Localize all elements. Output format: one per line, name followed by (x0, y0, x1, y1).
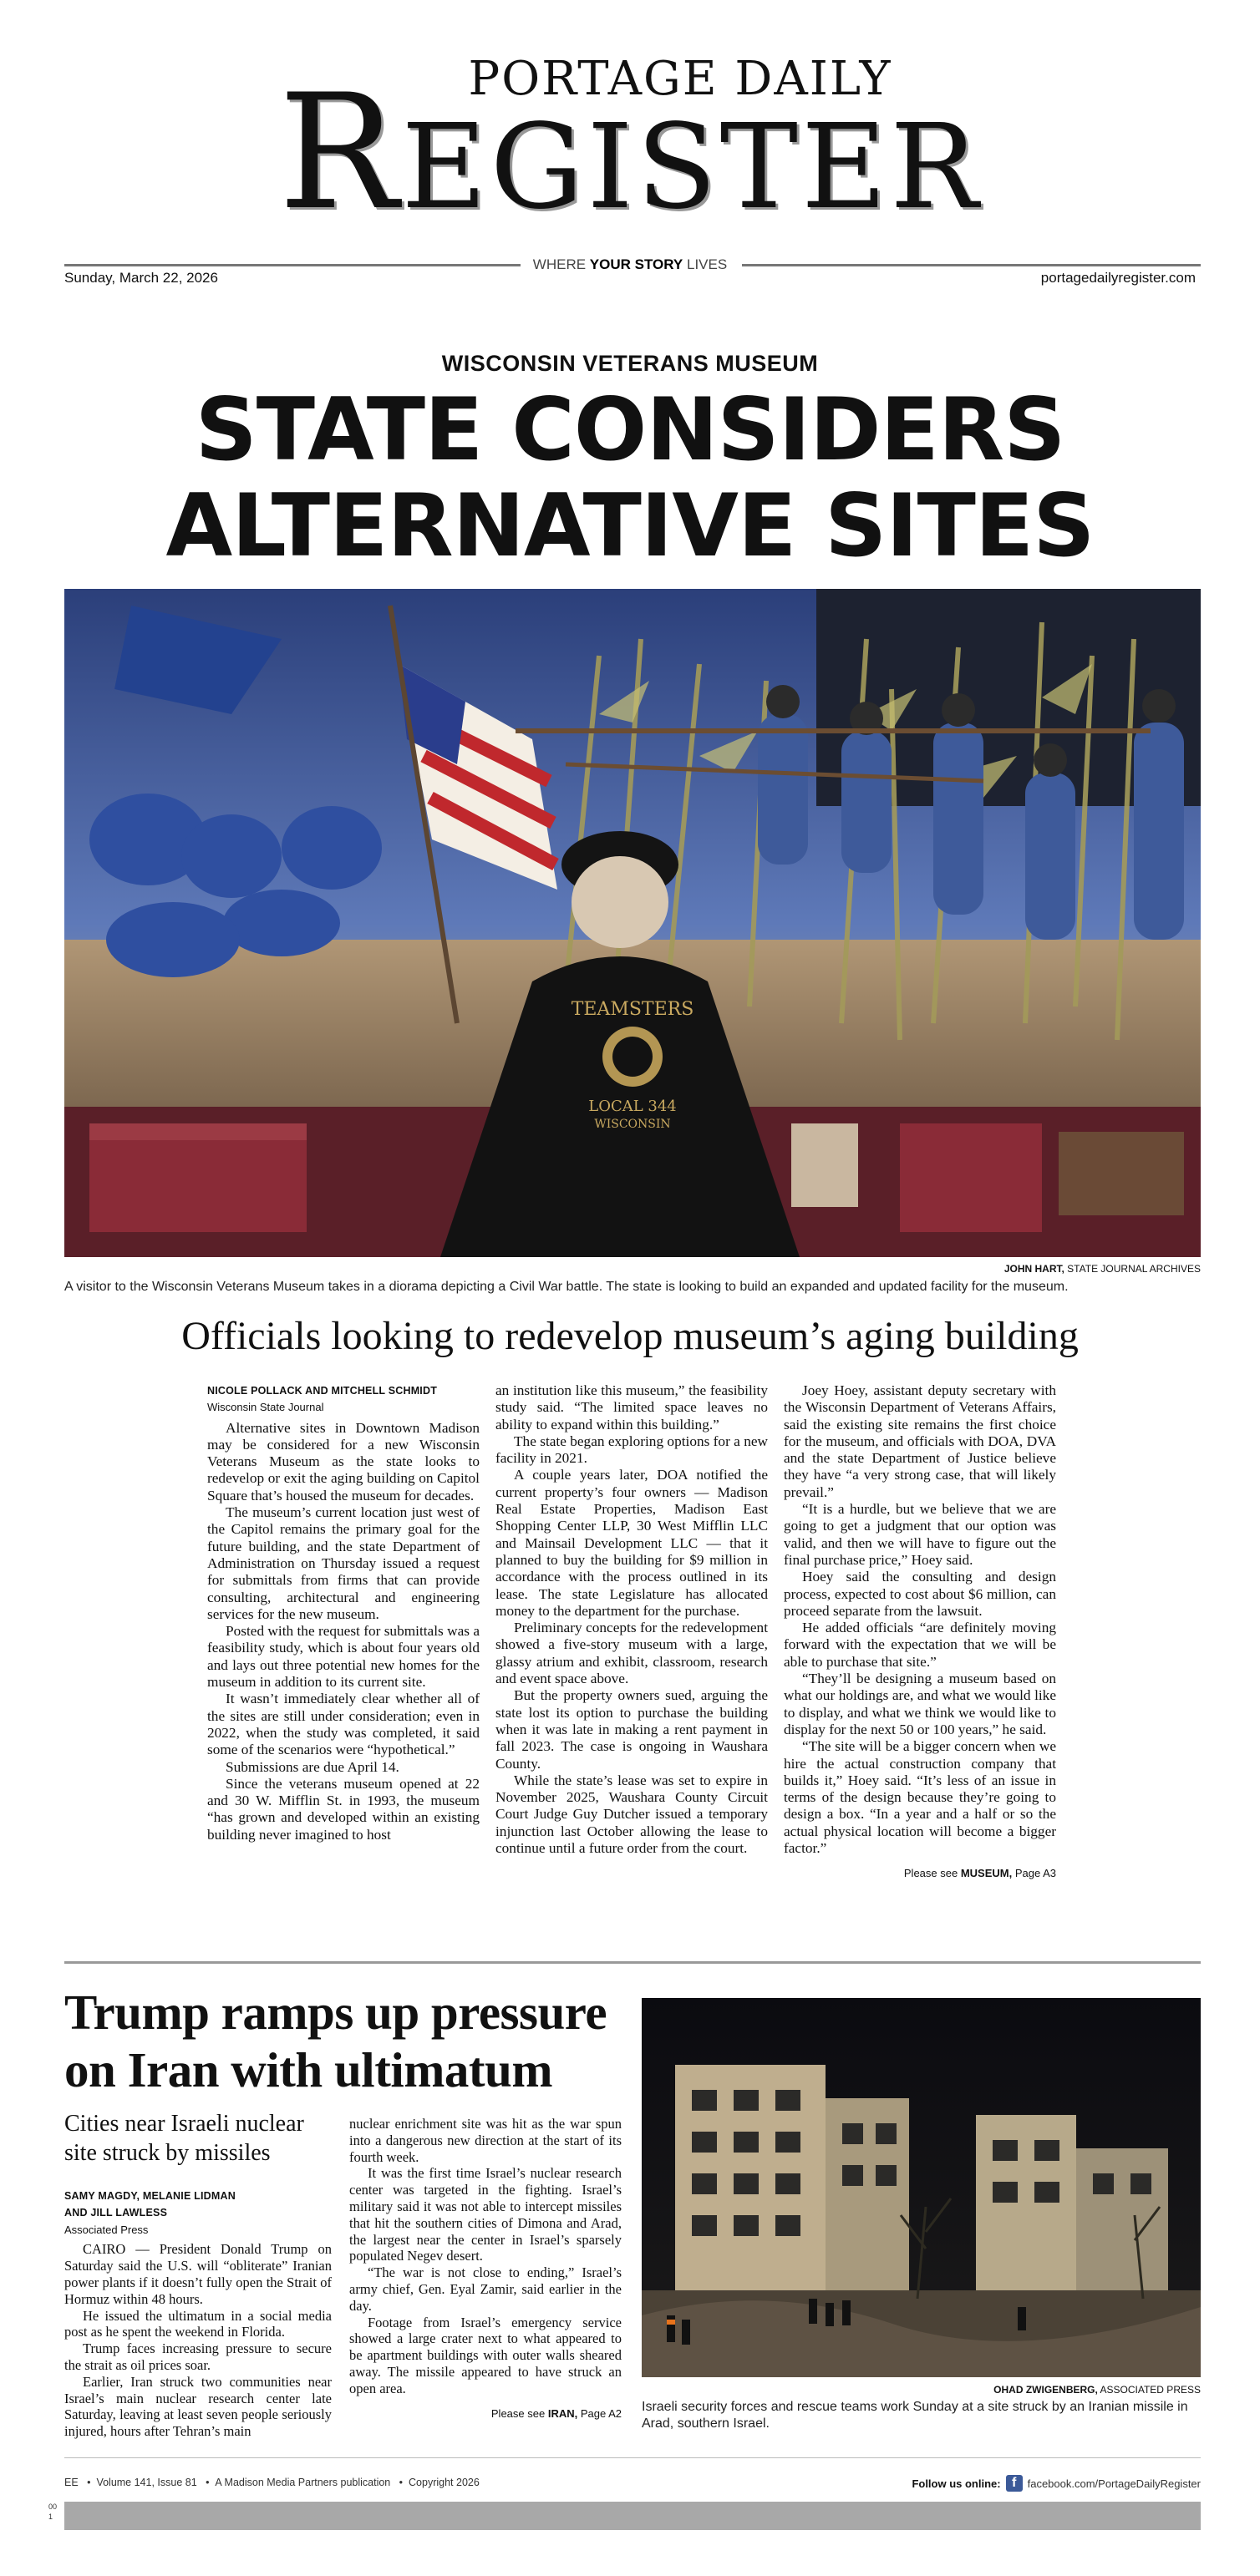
jacket-text-bottom: LOCAL 344 (588, 1098, 677, 1115)
second-jump-link[interactable] (349, 2406, 622, 2422)
paragraph: But the property owners sued, arguing the state lost its option to purchase the building when it was late in making a rent payment in fall 2023. The case is ongoing in Waushara County. (495, 1687, 768, 1772)
jump-pre: Please see (903, 1867, 961, 1880)
paragraph: It wasn’t immediately clear whether all of the sites are still under consideration; even in 2022, when the study was completed, it said some of the scenarios were “hypothetical.” (207, 1691, 480, 1758)
paragraph: Hoey said the consulting and design process, expected to cost about $6 million, can proceed separate from the lawsuit. (784, 1569, 1056, 1619)
footer-bar (64, 2502, 1201, 2530)
second-photo-credit-org: ASSOCIATED PRESS (1097, 2384, 1201, 2396)
paragraph: While the state’s lease was set to expire in November 2025, Waushara County Circuit Court Judge Guy Dutcher issued a temporary injunction last October allowing the lease to continue until a future order from the court. (495, 1772, 768, 1857)
missile-site-photo (642, 1998, 1201, 2377)
tagline-pre: WHERE (532, 256, 590, 272)
lead-photo-credit-org: STATE JOURNAL ARCHIVES (1064, 1263, 1201, 1275)
paragraph: “The war is not close to ending,” Israel’s army chief, Gen. Eyal Zamir, said earlier in the day. (349, 2264, 622, 2314)
paragraph: A couple years later, DOA notified the current property’s four owners — Madison Real Estate Properties, Madison East Shopping Center LLP, 30 West Mifflin LLC and Mainsail Development LLC — that it planned to buy the building for $9 million in accordance with the process outlined in its lease. The state Legislature has allocated money to the department for the purchase. (495, 1467, 768, 1619)
paragraph: “It is a hurdle, but we believe that we are going to get a judgment that our option was valid, and then we will have to figure out the final purchase price,” Hoey said. (784, 1501, 1056, 1568)
masthead-initial: R (278, 60, 402, 245)
paragraph: Since the veterans museum opened at 22 and 30 W. Mifflin St. in 1993, the museum “has grown and developed within an existing building never imagined to host (207, 1775, 480, 1843)
footer-volume: Volume 141, Issue 81 (96, 2477, 197, 2488)
paragraph: Preliminary concepts for the redevelopment showed a five-story museum with a large, glassy atrium and exhibit, classroom, research and event space above. (495, 1620, 768, 1687)
footer-top-rule (64, 2457, 1201, 2458)
page-code-1: 00 (48, 2502, 58, 2511)
masthead-line1: PORTAGE DAILY (468, 52, 892, 106)
second-column-1 (64, 2188, 332, 2440)
second-headline (64, 1984, 649, 2099)
museum-diorama-photo (64, 589, 1201, 1257)
second-photo-caption: Israeli security forces and rescue teams work Sunday at a site struck by an Iranian missile in Arad, southern Israel. (642, 2400, 1188, 2431)
second-photo-credit-name: OHAD ZWIGENBERG, (993, 2384, 1098, 2396)
lead-headline-line2: ALTERNATIVE SITES (165, 476, 1095, 577)
jump-post: Page A3 (1012, 1867, 1056, 1880)
lead-photo-credit (1004, 1263, 1201, 1275)
lead-byline: NICOLE POLLACK AND MITCHELL SCHMIDT (207, 1385, 438, 1397)
second-photo-credit (993, 2384, 1201, 2396)
masthead-title (0, 60, 1260, 245)
lead-headline-line1: STATE CONSIDERS (195, 380, 1065, 480)
footer-publisher: A Madison Media Partners publication (215, 2477, 391, 2488)
lead-kicker: WISCONSIN VETERANS MUSEUM (441, 351, 819, 376)
footer-info: EE • Volume 141, Issue 81 • A Madison Media Partners publication • Copyright 2026 (64, 2477, 480, 2488)
paragraph: The museum’s current location just west of the Capitol remains the primary goal for the future building, and the state Department of Administration on Thursday issued a request for submittals from firms that can provide consulting, architectural and engineering services for the new museum. (207, 1504, 480, 1622)
paragraph: Posted with the request for submittals was a feasibility study, which is about four years old and lays out three potential new homes for the museum in addition to its current site. (207, 1623, 480, 1691)
lead-column-3 (784, 1382, 1056, 1883)
paragraph: The state began exploring options for a new facility in 2021. (495, 1433, 768, 1467)
jump-bold: MUSEUM, (960, 1867, 1013, 1880)
jacket-text-top: TEAMSTERS (571, 999, 694, 1020)
jump-pre: Please see (490, 2406, 548, 2420)
paragraph: Joey Hoey, assistant deputy secretary with the Wisconsin Department of Veterans Affairs, said the existing site remains the first choice for the museum, and officials with DOA, DVA and the state Department of Justice believe they have “a very strong case, that will likely prevail.” (784, 1382, 1056, 1500)
second-headline-line2: on Iran with ultimatum (64, 2042, 552, 2097)
section-divider (64, 1961, 1201, 1964)
page-code (48, 2502, 57, 2522)
jacket-text-bottom2: WISCONSIN (594, 1118, 671, 1131)
issue-date: Sunday, March 22, 2026 (64, 270, 218, 286)
paragraph: It was the first time Israel’s nuclear research center was targeted in the fighting. Israel’s military said it was not able to intercept missiles that hit the southern cities of Dimona and Arad, the largest near the center in Israel’s sparsely populated Negev desert. (349, 2165, 622, 2264)
facebook-link[interactable]: facebook.com/PortageDailyRegister (1027, 2477, 1201, 2490)
paragraph: an institution like this museum,” the feasibility study said. “The limited space leaves no ability to expand within this building.” (495, 1382, 768, 1433)
second-byline-1: SAMY MAGDY, MELANIE LIDMAN (64, 2190, 236, 2202)
second-headline-line1: Trump ramps up pressure (64, 1985, 607, 2040)
jump-bold: IRAN, (547, 2406, 578, 2420)
second-column-2 (349, 2116, 622, 2421)
masthead-rest: EGISTER (401, 99, 982, 236)
paragraph: Alternative sites in Downtown Madison may be considered for a new Wisconsin Veterans Museum as the state looks to redevelop or exit the aging building on Capitol Square that’s housed the museum for decades. (207, 1419, 480, 1504)
paragraph: Trump faces increasing pressure to secure the strait as oil prices soar. (64, 2340, 332, 2373)
lead-photo-credit-name: JOHN HART, (1003, 1263, 1064, 1275)
paragraph: He added officials “are definitely moving forward with the expectation that we will be able to purchase that site.” (784, 1620, 1056, 1670)
lead-jump-link[interactable] (784, 1865, 1056, 1882)
footer-edition: EE (64, 2477, 79, 2488)
lead-column-2 (495, 1382, 768, 1857)
lead-column-1 (207, 1382, 480, 1843)
paragraph: “They’ll be designing a museum based on what our holdings are, and what we would like to display, and what we think we would like to display for the next 50 or 100 years,” he said. (784, 1671, 1056, 1737)
tagline-post: LIVES (683, 256, 728, 272)
lead-org: Wisconsin State Journal (207, 1401, 324, 1414)
paragraph: nuclear enrichment site was hit as the war spun into a dangerous new direction at the start of its fourth week. (349, 2116, 622, 2165)
footer-follow (912, 2475, 1201, 2492)
paragraph: Footage from Israel’s emergency service showed a large crater next to what appeared to be apartment buildings with outer walls sheared away. The missile appeared to have struck an open area. (349, 2314, 622, 2396)
paragraph: Earlier, Iran struck two communities near Israel’s main nuclear research center late Saturday, leaving at least seven people seriously injured, hours after Tehran’s main (64, 2373, 332, 2440)
follow-label: Follow us online: (912, 2477, 1001, 2490)
paragraph: CAIRO — President Donald Trump on Saturday said the U.S. will “obliterate” Iranian power plants if it doesn’t fully open the Strait of Hormuz within 48 hours. (64, 2241, 332, 2307)
lead-subhead: Officials looking to redevelop museum’s aging building (181, 1314, 1079, 1358)
page-code-2: 1 (48, 2513, 53, 2521)
lead-headline (0, 380, 1260, 577)
paragraph: “The site will be a bigger concern when we hire the actual construction company that builds it,” Hoey said. “It’s less of an issue in terms of the design because they’re going to design a box. “In a year and a half or so the actual physical location will become a bigger factor.” (784, 1738, 1056, 1857)
second-org: Associated Press (64, 2223, 149, 2236)
lead-photo-caption: A visitor to the Wisconsin Veterans Museum takes in a diorama depicting a Civil War battle. The state is looking to build an expanded and updated facility for the museum. (64, 1280, 1069, 1294)
second-byline-2: AND JILL LAWLESS (64, 2206, 168, 2219)
facebook-icon: f (1006, 2475, 1023, 2492)
jump-post: Page A2 (577, 2406, 622, 2420)
tagline-bold: YOUR STORY (589, 256, 683, 272)
paragraph: Submissions are due April 14. (226, 1758, 399, 1775)
footer-copyright: Copyright 2026 (409, 2477, 480, 2488)
second-deck: Cities near Israeli nuclear site struck by missiles (64, 2111, 304, 2166)
website-link[interactable]: portagedailyregister.com (1040, 270, 1196, 286)
paragraph: He issued the ultimatum in a social media post as he spent the weekend in Florida. (64, 2307, 332, 2340)
